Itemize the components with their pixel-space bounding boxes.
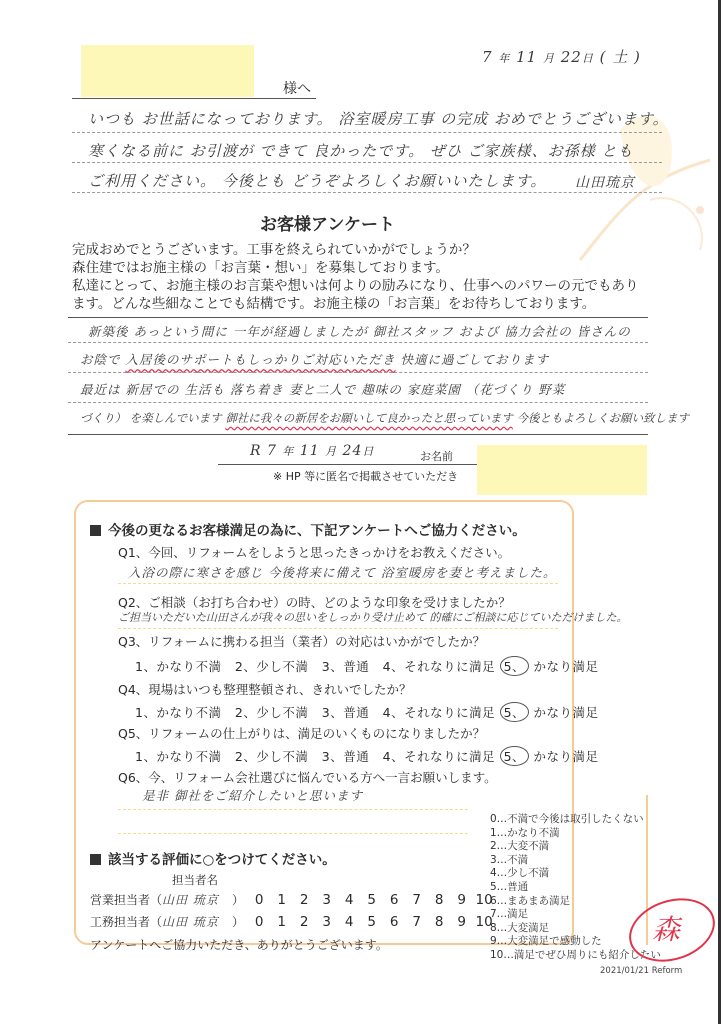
recipient-suffix: 様へ — [283, 81, 311, 97]
answer-line — [118, 628, 558, 629]
comment-line-1: 新築後 あっという間に 一年が経過しましたが 御社スタッフ および 協力会社の 皆さんの — [88, 324, 631, 339]
construction-staff-row: 工務担当者（山田 琉京 ） 0 1 2 3 4 5 6 7 8 9 10 — [90, 913, 495, 930]
square-bullet-icon — [90, 854, 101, 865]
comment-top-line — [68, 317, 648, 318]
thanks-text: アンケートへご協力いただき、ありがとうございます。 — [90, 938, 388, 952]
answer-line — [118, 833, 468, 834]
ruled-line — [68, 402, 648, 403]
comment-bottom-line — [68, 434, 648, 435]
rating-scale-q4: 1、かなり不満 2、少し不満 3、普通 4、それなりに満足 5、 かなり満足 — [135, 702, 599, 722]
ruled-line — [72, 132, 662, 133]
answer-1: 入浴の際に寒さを感じ 今後将来に備えて 浴室暖房を妻と考えました。 — [128, 565, 557, 580]
letter-signature: 山田琉京 — [575, 175, 635, 191]
selected-option-circle[interactable]: 5、 — [500, 656, 529, 676]
rating-heading: 該当する評価に○をつけてください。 — [90, 848, 336, 868]
question-3: Q3、リフォームに携わる担当（業者）の対応はいかがでしたか？ — [118, 634, 486, 649]
sales-score-options[interactable]: 0 1 2 3 4 5 6 7 8 9 10 — [254, 892, 493, 908]
highlighted-comment: 御社に我々の新居をお願いして良かったと思っています — [225, 411, 513, 425]
ruled-line — [68, 342, 648, 343]
selected-option-circle[interactable]: 5、 — [500, 746, 529, 766]
form-footer: 2021/01/21 Reform — [600, 966, 683, 976]
comment-line-2: お陰で 入居後のサポートもしっかりご対応いただき 快適に過ごしております — [80, 352, 549, 367]
answer-line — [118, 809, 468, 810]
reply-date: R 7 年 11 月 24日 — [250, 443, 375, 459]
rating-scale-q5: 1、かなり不満 2、少し不満 3、普通 4、それなりに満足 5、 かなり満足 — [135, 746, 599, 766]
recipient-underline — [72, 98, 316, 99]
survey-intro-4: ます。どんな些細なことでも結構です。お施主様の「お言葉」をお待ちしております。 — [72, 296, 596, 312]
letter-line-1: いつも お世話になっております。 浴室暖房工事 の完成 おめでとうございます。 — [88, 110, 669, 128]
highlighted-comment: 入居後のサポートもしっかりご対応いただき — [125, 352, 396, 367]
rating-scale-q3: 1、かなり不満 2、少し不満 3、普通 4、それなりに満足 5、 かなり満足 — [135, 656, 599, 676]
letter-line-2: 寒くなる前に お引渡が できて 良かったです。 ぜひ ご家族様、お孫様 とも — [88, 142, 634, 160]
question-1: Q1、今回、リフォームをしようと思ったきっかけをお教えください。 — [118, 545, 511, 560]
answer-line — [118, 583, 558, 584]
construction-score-options[interactable]: 0 1 2 3 4 5 6 7 8 9 10 — [254, 914, 493, 930]
survey-title: お客様アンケート — [260, 215, 395, 235]
square-bullet-icon — [90, 525, 101, 536]
letter-date: 7 年 11 月 22日 ( 土 ) — [482, 48, 641, 66]
red-signature-stamp: 森 — [652, 913, 681, 946]
question-2: Q2、ご相談（お打ち合わせ）の時、どのような印象を受けましたか？ — [118, 595, 511, 610]
survey-intro-2: 森住建ではお施主様の「お言葉・想い」を募集しております。 — [72, 260, 449, 276]
ruled-line — [68, 372, 648, 373]
selected-option-circle[interactable]: 5、 — [500, 702, 529, 722]
question-6: Q6、今、リフォーム会社選びに悩んでいる方へ一言お願いします。 — [118, 770, 497, 785]
score-legend: 0…不満で今後は取引したくない 1…かなり不満 2…大変不満 3…不満 4…少し不満 5…普通 6…まあまあ満足 7…満足 8…大変満足 9…大変満足で感動した 10…満足でぜひ周りにも紹介したい — [490, 813, 661, 961]
answer-2: ご担当いただいた山田さんが我々の思いをしっかり受け止めて 的確にご相談に応じていただけました。 — [118, 611, 628, 624]
answer-6: 是非 御社をご紹介したいと思います — [142, 788, 363, 803]
customer-name-redaction — [477, 445, 647, 495]
staff-name-label: 担当者名 — [172, 873, 218, 887]
survey-intro-3: 私達にとって、お施主様のお言葉や想いは何よりの励みになり、仕事へのパワーの元でもあり — [72, 278, 639, 294]
comment-line-3: 最近は 新居での 生活も 落ち着き 妻と二人で 趣味の 家庭菜園 （花づくり 野菜 — [80, 382, 566, 397]
ruled-line — [72, 192, 662, 193]
question-5: Q5、リフォームの仕上がりは、満足のいくものになりましたか？ — [118, 726, 486, 741]
hp-note: ※ HP 等に匿名で掲載させていただき — [273, 470, 459, 483]
survey-intro-1: 完成おめでとうございます。工事を終えられていかがでしょうか？ — [72, 242, 476, 258]
ruled-line — [72, 162, 662, 163]
question-4: Q4、現場はいつも整理整頓され、きれいでしたか？ — [118, 682, 412, 697]
questionnaire-heading: 今後の更なるお客様満足の為に、下記アンケートへご協力ください。 — [90, 519, 526, 539]
letter-line-3: ご利用ください。 今後とも どうぞよろしくお願いいたします。 — [88, 172, 547, 190]
sales-staff-row: 営業担当者（山田 琉京 ） 0 1 2 3 4 5 6 7 8 9 10 — [90, 891, 495, 908]
recipient-name-redaction — [81, 45, 254, 97]
name-label: お名前 — [420, 450, 453, 463]
comment-line-4: づくり） を楽しんでいます 御社に我々の新居をお願いして良かったと思っています 今後ともよろしくお願い致します — [80, 411, 689, 425]
